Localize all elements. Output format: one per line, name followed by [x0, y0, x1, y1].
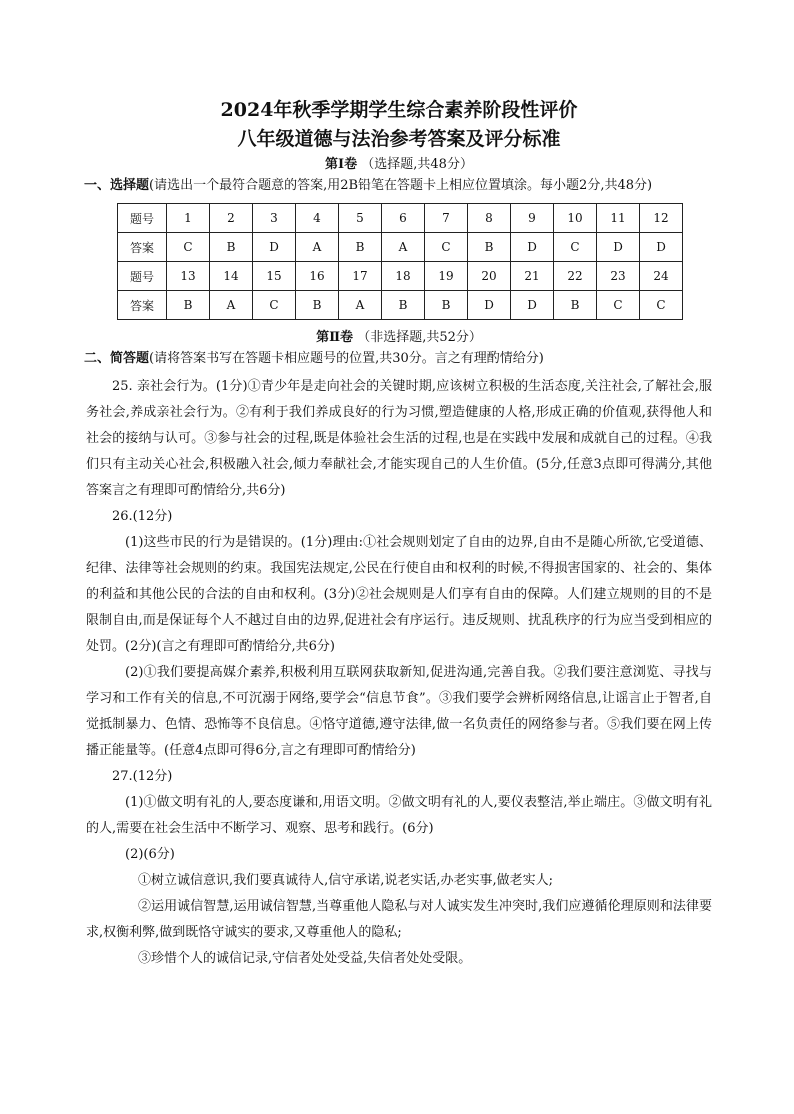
- document-subtitle: 八年级道德与法治参考答案及评分标准: [237, 128, 561, 150]
- question-number: 12: [640, 204, 683, 233]
- row-header: 答案: [118, 233, 167, 262]
- table-row: [118, 204, 683, 233]
- row-header: 答案: [118, 291, 167, 320]
- question-number: 11: [597, 204, 640, 233]
- answer-q25: 25. 亲社会行为。(1分)①青少年是走向社会的关键时期,应该树立积极的生活态度,关注社会,了解社会,服务社会,养成亲社会行为。②有利于我们养成良好的行为习惯,塑造健康的人格,形成正确的价值观,获得他人和社会的接纳与认可。③参与社会的过程,既是体验社会生活的过程,也是在实践中发展和成就自己的过程。④我们只有主动关心社会,积极融入社会,倾力奉献社会,才能实现自己的人生价值。(5分,任意3点即可得满分,其他答案言之有理即可酌情给分,共6分): [86, 379, 712, 498]
- answer-q26-part2: (2)①我们要提高媒介素养,积极利用互联网获取新知,促进沟通,完善自我。②我们要注意浏览、寻找与学习和工作有关的信息,不可沉溺于网络,要学会“信息节食”。③我们要学会辨析网络信息,让谣言止于智者,自觉抵制暴力、色情、恐怖等不良信息。④恪守道德,遵守法律,做一名负责任的网络参与者。⑤我们要在网上传播正能量等。(任意4点即可得6分,言之有理即可酌情给分): [86, 665, 712, 758]
- question-number: 23: [597, 262, 640, 291]
- question-number: 14: [210, 262, 253, 291]
- answer-cell: D: [511, 291, 554, 320]
- question-number: 3: [253, 204, 296, 233]
- table-row: [118, 262, 683, 291]
- question-number: 7: [425, 204, 468, 233]
- answer-cell: B: [210, 233, 253, 262]
- answer-cell: B: [167, 291, 210, 320]
- answer-cell: C: [167, 233, 210, 262]
- section2-instruction: (请将答案书写在答题卡相应题号的位置,共30分。言之有理酌情给分): [149, 351, 544, 366]
- question-number: 15: [253, 262, 296, 291]
- answer-cell: C: [425, 233, 468, 262]
- row-header: 题号: [118, 262, 167, 291]
- table-row: [118, 233, 683, 262]
- part1-note: （选择题,共48分）: [361, 157, 473, 172]
- document-title: 2024年秋季学期学生综合素养阶段性评价: [220, 99, 578, 121]
- part2-heading: [86, 328, 712, 348]
- part2-note: （非选择题,共52分）: [357, 330, 482, 345]
- answer-cell: B: [339, 233, 382, 262]
- question-number: 6: [382, 204, 425, 233]
- answer-cell: B: [554, 291, 597, 320]
- question-number: 5: [339, 204, 382, 233]
- question-number: 19: [425, 262, 468, 291]
- answer-q26-heading: 26.(12分): [112, 509, 173, 524]
- question-number: 16: [296, 262, 339, 291]
- answer-cell: B: [468, 233, 511, 262]
- answer-cell: C: [597, 291, 640, 320]
- answer-cell: A: [382, 233, 425, 262]
- question-number: 9: [511, 204, 554, 233]
- answer-cell: A: [210, 291, 253, 320]
- answer-cell: D: [597, 233, 640, 262]
- section1-label: 一、选择题: [84, 178, 150, 193]
- answer-table: [117, 203, 683, 320]
- answer-q27-part2-heading: (2)(6分): [125, 847, 175, 862]
- section2-heading: [84, 348, 712, 370]
- question-number: 22: [554, 262, 597, 291]
- answer-cell: A: [339, 291, 382, 320]
- question-number: 4: [296, 204, 339, 233]
- answer-q27-point3: ③珍惜个人的诚信记录,守信者处处受益,失信者处处受限。: [138, 951, 472, 966]
- answer-q27-point2: ②运用诚信智慧,运用诚信智慧,当尊重他人隐私与对人诚实发生冲突时,我们应遵循伦理原则和法律要求,权衡利弊,做到既恪守诚实的要求,又尊重他人的隐私;: [86, 899, 712, 940]
- section1-instruction: (请选出一个最符合题意的答案,用2B铅笔在答题卡上相应位置填涂。每小题2分,共48分): [149, 178, 653, 193]
- question-number: 2: [210, 204, 253, 233]
- question-number: 18: [382, 262, 425, 291]
- question-number: 24: [640, 262, 683, 291]
- answer-cell: C: [253, 291, 296, 320]
- answer-q27-point1: ①树立诚信意识,我们要真诚待人,信守承诺,说老实话,办老实事,做老实人;: [138, 873, 554, 888]
- answer-cell: D: [468, 291, 511, 320]
- question-number: 1: [167, 204, 210, 233]
- table-row: [118, 291, 683, 320]
- answer-cell: A: [296, 233, 339, 262]
- question-number: 8: [468, 204, 511, 233]
- answer-cell: D: [511, 233, 554, 262]
- answer-cell: C: [554, 233, 597, 262]
- answer-q26-part1: (1)这些市民的行为是错误的。(1分)理由:①社会规则划定了自由的边界,自由不是随心所欲,它受道德、纪律、法律等社会规则的约束。我国宪法规定,公民在行使自由和权利的时候,不得损害国家的、社会的、集体的利益和其他公民的合法的自由和权利。(3分)②社会规则是人们享有自由的保障。人们建立规则的目的不是限制自由,而是保证每个人不越过自由的边界,促进社会有序运行。违反规则、扰乱秩序的行为应当受到相应的处罚。(2分)(言之有理即可酌情给分,共6分): [86, 535, 712, 654]
- part1-heading: [86, 155, 712, 175]
- section2-label: 二、简答题: [84, 351, 150, 366]
- question-number: 21: [511, 262, 554, 291]
- part2-label: 第Ⅱ卷: [316, 330, 354, 345]
- question-number: 13: [167, 262, 210, 291]
- part1-label: 第Ⅰ卷: [325, 157, 358, 172]
- question-number: 10: [554, 204, 597, 233]
- answer-cell: C: [640, 291, 683, 320]
- section1-heading: [84, 175, 712, 197]
- question-number: 20: [468, 262, 511, 291]
- answer-cell: B: [296, 291, 339, 320]
- answer-cell: B: [382, 291, 425, 320]
- answer-cell: B: [425, 291, 468, 320]
- question-number: 17: [339, 262, 382, 291]
- answer-q27-heading: 27.(12分): [112, 769, 173, 784]
- answer-q27-part1: (1)①做文明有礼的人,要态度谦和,用语文明。②做文明有礼的人,要仪表整洁,举止端庄。③做文明有礼的人,需要在社会生活中不断学习、观察、思考和践行。(6分): [86, 795, 712, 836]
- answer-cell: D: [253, 233, 296, 262]
- row-header: 题号: [118, 204, 167, 233]
- answer-cell: D: [640, 233, 683, 262]
